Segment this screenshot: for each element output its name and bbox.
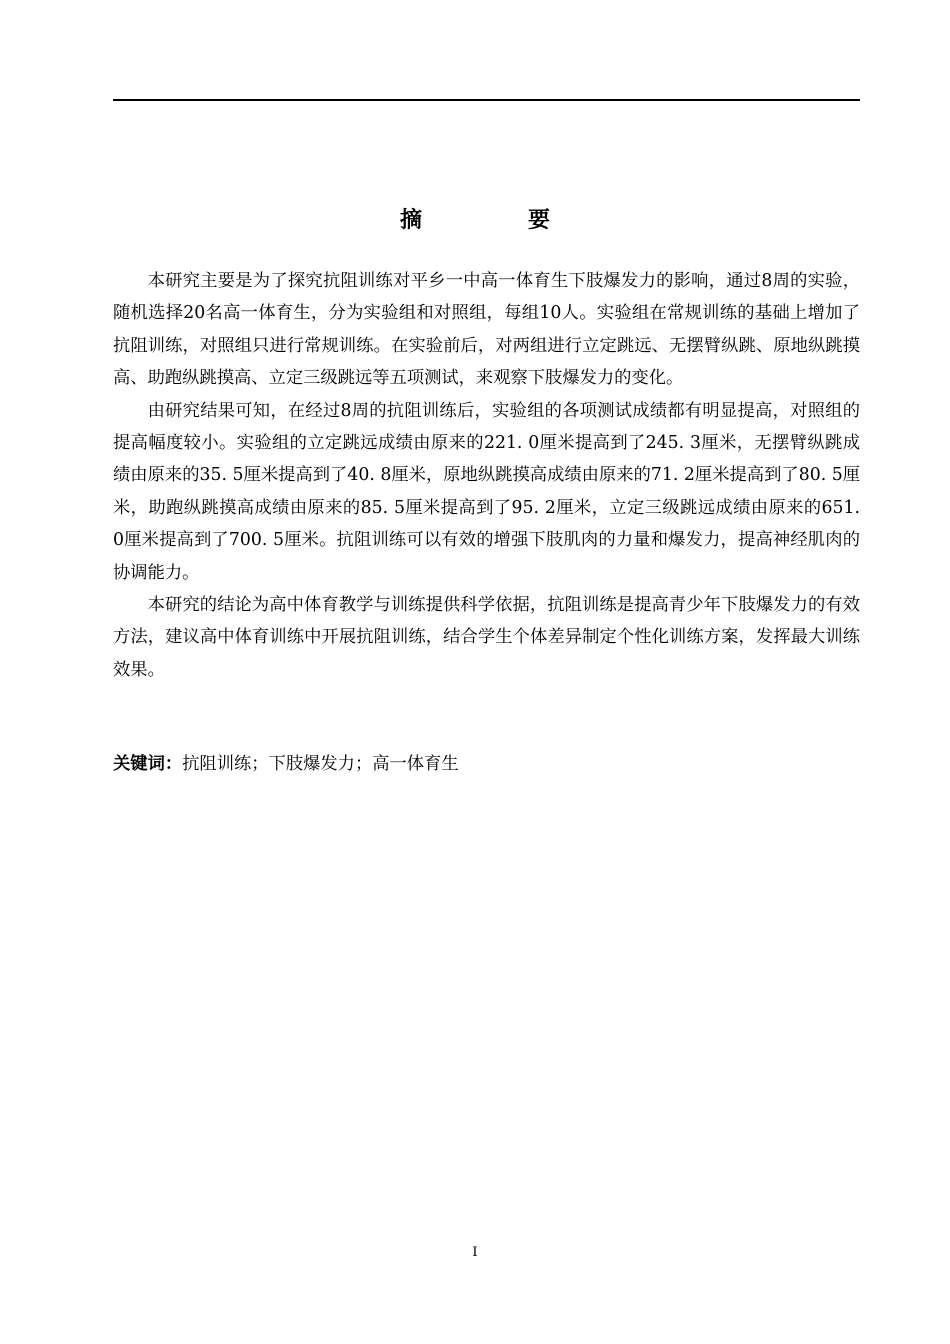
keywords-label: 关键词：: [113, 754, 183, 774]
abstract-paragraph-3: 本研究的结论为高中体育教学与训练提供科学依据，抗阻训练是提高青少年下肢爆发力的有效方法，建议高中体育训练中开展抗阻训练，结合学生个体差异制定个性化训练方案，发挥最大训练效果。: [113, 595, 860, 680]
abstract-body: [113, 265, 860, 686]
page-number: I: [472, 1245, 478, 1260]
header-rule: [113, 99, 860, 101]
abstract-paragraph-1: 本研究主要是为了探究抗阻训练对平乡一中高一体育生下肢爆发力的影响，通过8周的实验，随机选择20名高一体育生，分为实验组和对照组，每组10人。实验组在常规训练的基础上增加了抗阻训练，对照组只进行常规训练。在实验前后，对两组进行立定跳远、无摆臂纵跳、原地纵跳摸高、助跑纵跳摸高、立定三级跳远等五项测试，来观察下肢爆发力的变化。: [113, 271, 860, 389]
page-title: 摘 要: [399, 208, 592, 233]
keywords-line: [113, 748, 860, 780]
abstract-paragraph-2: 由研究结果可知，在经过8周的抗阻训练后，实验组的各项测试成绩都有明显提高，对照组的提高幅度较小。实验组的立定跳远成绩由原来的221. 0厘米提高到了245. 3厘米，无摆臂纵跳成绩由原来的35. 5厘米提高到了40. 8厘米，原地纵跳摸高成绩由原来的71. 2厘米提高到了80. 5厘米，助跑纵跳摸高成绩由原来的85. 5厘米提高到了95. 2厘米，立定三级跳远成绩由原来的651. 0厘米提高到了700. 5厘米。抗阻训练可以有效的增强下肢肌肉的力量和爆发力，提高神经肌肉的协调能力。: [113, 400, 860, 583]
keywords-value: 抗阻训练；下肢爆发力；高一体育生: [182, 754, 459, 774]
